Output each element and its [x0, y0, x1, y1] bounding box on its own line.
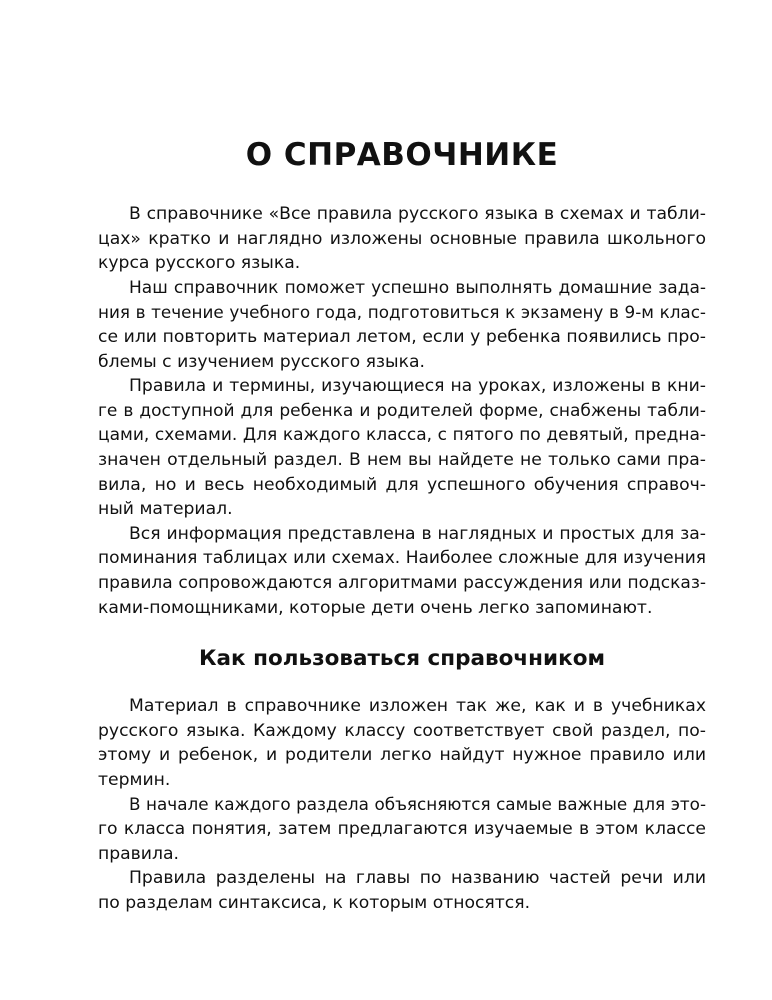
text-line: цах» кратко и наглядно изложены основные правила школьного — [98, 228, 706, 249]
text-line: правила сопровождаются алгоритмами рассуждения или подсказ- — [98, 572, 706, 593]
text-line: Вся информация представлена в наглядных и простых для за- — [129, 523, 706, 544]
text-line: ками-помощниками, которые дети очень легко запоминают. — [98, 597, 653, 618]
text-line: правила. — [98, 843, 179, 864]
intro-section — [98, 202, 706, 620]
text-line: цами, схемами. Для каждого класса, с пятого по девятый, предна- — [98, 425, 706, 446]
text-line: В справочнике «Все правила русского языка в схемах и табли- — [129, 204, 706, 224]
paragraph — [98, 374, 706, 522]
text-line: поминания таблицах или схемах. Наиболее сложные для изучения — [98, 548, 706, 569]
paragraph — [98, 694, 706, 792]
paragraph — [98, 202, 706, 276]
paragraph — [98, 792, 706, 866]
text-line: го класса понятия, затем предлагаются изучаемые в этом классе — [98, 819, 706, 840]
text-line: ния в течение учебного года, подготовиться к экзамену в 9-м клас- — [98, 302, 706, 323]
text-line: курса русского языка. — [98, 253, 301, 274]
page-title: О СПРАВОЧНИКЕ — [245, 137, 559, 173]
text-line: русского языка. Каждому классу соответствует свой раздел, по- — [98, 720, 706, 741]
text-line: термин. — [98, 769, 171, 790]
text-line: значен отдельный раздел. В нем вы найдете не только сами пра- — [98, 449, 706, 470]
text-line: Наш справочник поможет успешно выполнять домашние зада- — [129, 277, 706, 298]
text-line: блемы с изучением русского языка. — [98, 351, 426, 372]
text-line: Правила и термины, изучающиеся на уроках, изложены в кни- — [129, 376, 706, 397]
document-page — [98, 128, 706, 915]
text-line: этому и ребенок, и родители легко найдут нужное правило или — [98, 745, 706, 766]
text-line: по разделам синтаксиса, к которым относятся. — [98, 892, 531, 913]
text-line: ге в доступной для ребенка и родителей форме, снабжены табли- — [98, 400, 706, 421]
usage-section — [98, 694, 706, 915]
text-line: Правила разделены на главы по названию частей речи или — [129, 868, 706, 889]
paragraph — [98, 522, 706, 620]
paragraph — [98, 866, 706, 915]
text-line: вила, но и весь необходимый для успешного обучения справоч- — [98, 474, 706, 495]
section-heading: Как пользоваться справочником — [198, 646, 606, 672]
text-line: ный материал. — [98, 499, 233, 520]
text-line: Материал в справочнике изложен так же, как и в учебниках — [129, 696, 706, 717]
paragraph — [98, 276, 706, 374]
text-line: В начале каждого раздела объясняются самые важные для это- — [129, 794, 706, 815]
text-line: се или повторить материал летом, если у ребенка появились про- — [98, 326, 706, 347]
